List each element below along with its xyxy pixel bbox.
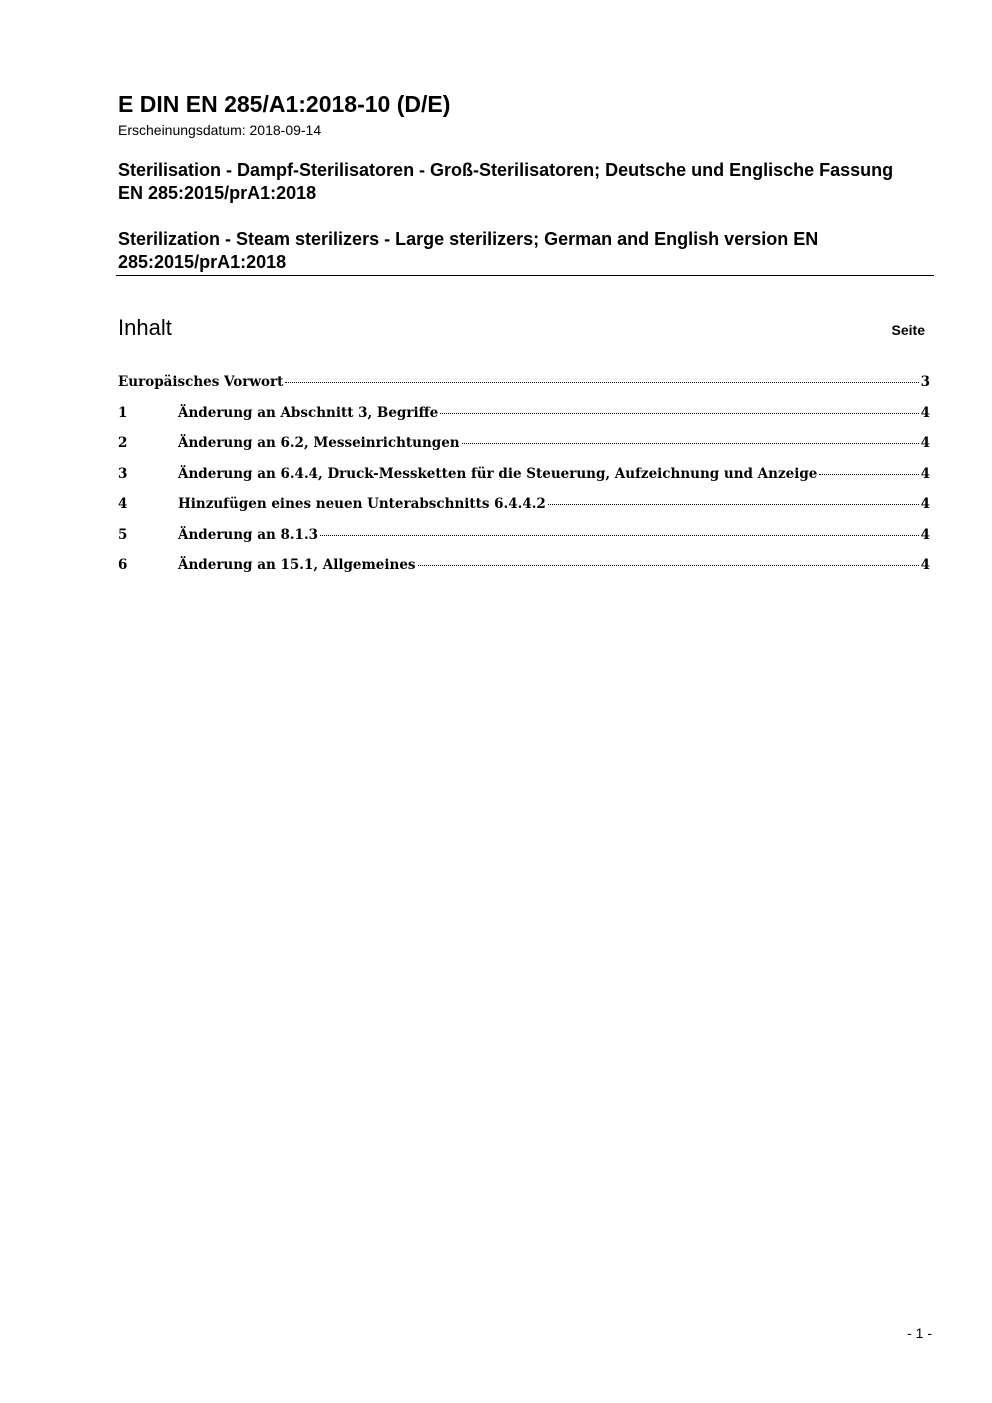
publication-date: Erscheinungsdatum: 2018-09-14 [118,122,322,138]
toc-entry[interactable] [118,523,930,554]
toc-entry[interactable] [118,370,930,401]
toc-entry-page: 4 [920,526,930,543]
toc-entry-page: 4 [920,465,930,482]
toc-entry-number: 3 [118,465,128,482]
toc-entry-title: Europäisches Vorwort [118,374,284,390]
toc-dot-leader [548,503,919,505]
toc-entry-number: 1 [118,404,128,421]
toc-entry-number: 6 [118,557,128,573]
toc-heading: Inhalt [118,315,172,340]
toc-entry[interactable] [118,492,930,523]
toc-entry-title: Änderung an 8.1.3 [178,526,319,543]
toc-entry-page: 4 [920,496,930,512]
document-title: E DIN EN 285/A1:2018-10 (D/E) [118,91,451,117]
subtitle-english: Sterilization - Steam sterilizers - Large sterilizers; German and English version EN 285:2015/prA1:2018 [118,229,819,272]
toc-dot-leader [418,564,919,566]
subtitle-german: Sterilisation - Dampf-Sterilisatoren - Groß-Sterilisatoren; Deutsche und Englische Fassung EN 285:2015/prA1:2018 [118,160,894,203]
toc-entry-number: 4 [118,496,128,512]
table-of-contents [118,370,930,584]
toc-dot-leader [320,534,919,536]
toc-dot-leader [285,381,918,383]
toc-entry-title: Hinzufügen eines neuen Unterabschnitts 6.4.4.2 [178,496,546,512]
toc-dot-leader [440,412,918,414]
toc-entry-number: 5 [118,526,128,543]
toc-entry-title: Änderung an 6.2, Messeinrichtungen [178,435,460,451]
toc-entry-title: Änderung an Abschnitt 3, Begriffe [178,404,439,421]
toc-entry-page: 4 [920,435,930,451]
toc-entry-page: 4 [920,557,930,573]
toc-dot-leader [819,473,918,475]
toc-entry[interactable] [118,401,930,432]
toc-entry-number: 2 [118,435,128,451]
toc-entry-page: 4 [920,404,930,421]
toc-entry-page: 3 [920,374,930,390]
toc-entry-title: Änderung an 15.1, Allgemeines [178,557,416,573]
toc-entry-title: Änderung an 6.4.4, Druck-Messketten für die Steuerung, Aufzeichnung und Anzeige [178,465,818,482]
toc-entry[interactable] [118,462,930,493]
toc-page-column-label: Seite [891,322,925,338]
footer-page-number: - 1 - [907,1325,932,1341]
header-divider [116,275,934,276]
toc-dot-leader [462,442,919,444]
toc-entry[interactable] [118,431,930,462]
toc-entry[interactable] [118,553,930,584]
